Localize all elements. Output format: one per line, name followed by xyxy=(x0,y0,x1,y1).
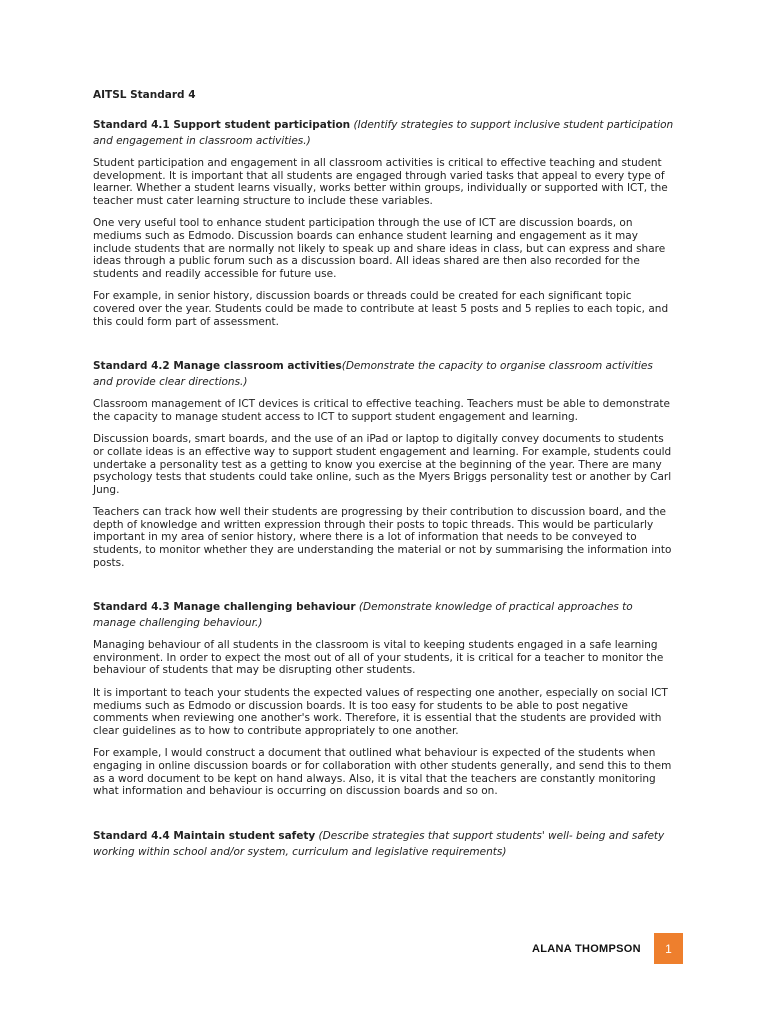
section-4-4-subtitle: (Describe strategies that support students' well- being and safety working within school and/or system, curriculum and legislative requirements) xyxy=(93,829,665,858)
section-4-1-paragraph-2: One very useful tool to enhance student participation through the use of ICT are discussion boards, on mediums such as Edmodo. Discussion boards can enhance student learning and engagement as it may include students that are normally not likely to speak up and share ideas in class, but can express and share ideas through a public forum such as a discussion board. All ideas shared are then also recorded for the students and readily accessible for future use. xyxy=(93,217,666,280)
section-4-2-title: Standard 4.2 Manage classroom activities xyxy=(93,360,342,373)
section-4-1-subtitle: (Identify strategies to support inclusive student participation and engagement in classroom activities.) xyxy=(93,119,674,147)
section-4-3-paragraph-3: For example, I would construct a document that outlined what behaviour is expected of the students when engaging in online discussion boards or for collaboration with other students generally, and send this to them as a word document to be kept on hand always. Also, it is vital that the teachers are constantly monitoring what information and behaviour is occurring on discussion boards and so on. xyxy=(93,747,672,798)
section-4-1-paragraph-1: Student participation and engagement in all classroom activities is critical to effective teaching and student development. It is important that all students are engaged through varied tasks that appeal to every type of learner. Whether a student learns visually, works better within groups, individually or supported with ICT, the teacher must cater learning structure to include these variables. xyxy=(93,157,668,207)
section-4-3-paragraph-2: It is important to teach your students the expected values of respecting one another, especially on social ICT mediums such as Edmodo or discussion boards. It is too easy for students to be able to post negative comments when reviewing one another's work. Therefore, it is essential that the students are provided with clear guidelines as to how to contribute appropriately to one another. xyxy=(93,687,668,737)
document-body xyxy=(93,89,675,868)
section-4-3-paragraph-1: Managing behaviour of all students in the classroom is vital to keeping students engaged in a safe learning environment. In order to expect the most out of all of your students, it is critical for a teacher to monitor the behaviour of students that may be disrupting other students. xyxy=(93,639,664,677)
footer-author: ALANA THOMPSON xyxy=(532,943,641,955)
section-4-4-title: Standard 4.4 Maintain student safety xyxy=(93,829,316,842)
section-4-4-heading xyxy=(93,828,675,860)
section-4-1-heading xyxy=(93,117,675,149)
section-4-2-subtitle: (Demonstrate the capacity to organise classroom activities and provide clear directions.) xyxy=(93,360,653,389)
section-4-2-paragraph-3: Teachers can track how well their students are progressing by their contribution to discussion board, and the depth of knowledge and written expression through their posts to topic threads. This would be particularly important in my area of senior history, where there is a lot of information that needs to be conveyed to students, to monitor whether they are understanding the material or not by summarising the information into posts. xyxy=(93,506,672,569)
page-number-badge: 1 xyxy=(654,933,683,964)
section-4-3-subtitle: (Demonstrate knowledge of practical approaches to manage challenging behaviour.) xyxy=(93,601,633,630)
section-4-2-paragraph-1: Classroom management of ICT devices is critical to effective teaching. Teachers must be able to demonstrate the capacity to manage student access to ICT to support student engagement and learning. xyxy=(93,398,671,423)
section-4-2-heading xyxy=(93,358,675,390)
section-4-3-title: Standard 4.3 Manage challenging behaviour xyxy=(93,601,356,614)
document-title: AITSL Standard 4 xyxy=(93,89,196,101)
section-4-1-title: Standard 4.1 Support student participation xyxy=(93,119,351,131)
section-4-1-paragraph-3: For example, in senior history, discussion boards or threads could be created for each significant topic covered over the year. Students could be made to contribute at least 5 posts and 5 replies to each topic, and this could form part of assessment. xyxy=(93,290,669,328)
section-4-2-paragraph-2: Discussion boards, smart boards, and the use of an iPad or laptop to digitally convey documents to students or collate ideas is an effective way to support student engagement and learning. For example, students could undertake a personality test as a getting to know you exercise at the beginning of the year. There are many psychology tests that students could take online, such as the Myers Briggs personality test or another by Carl Jung. xyxy=(93,433,672,496)
section-4-3-heading xyxy=(93,599,675,631)
